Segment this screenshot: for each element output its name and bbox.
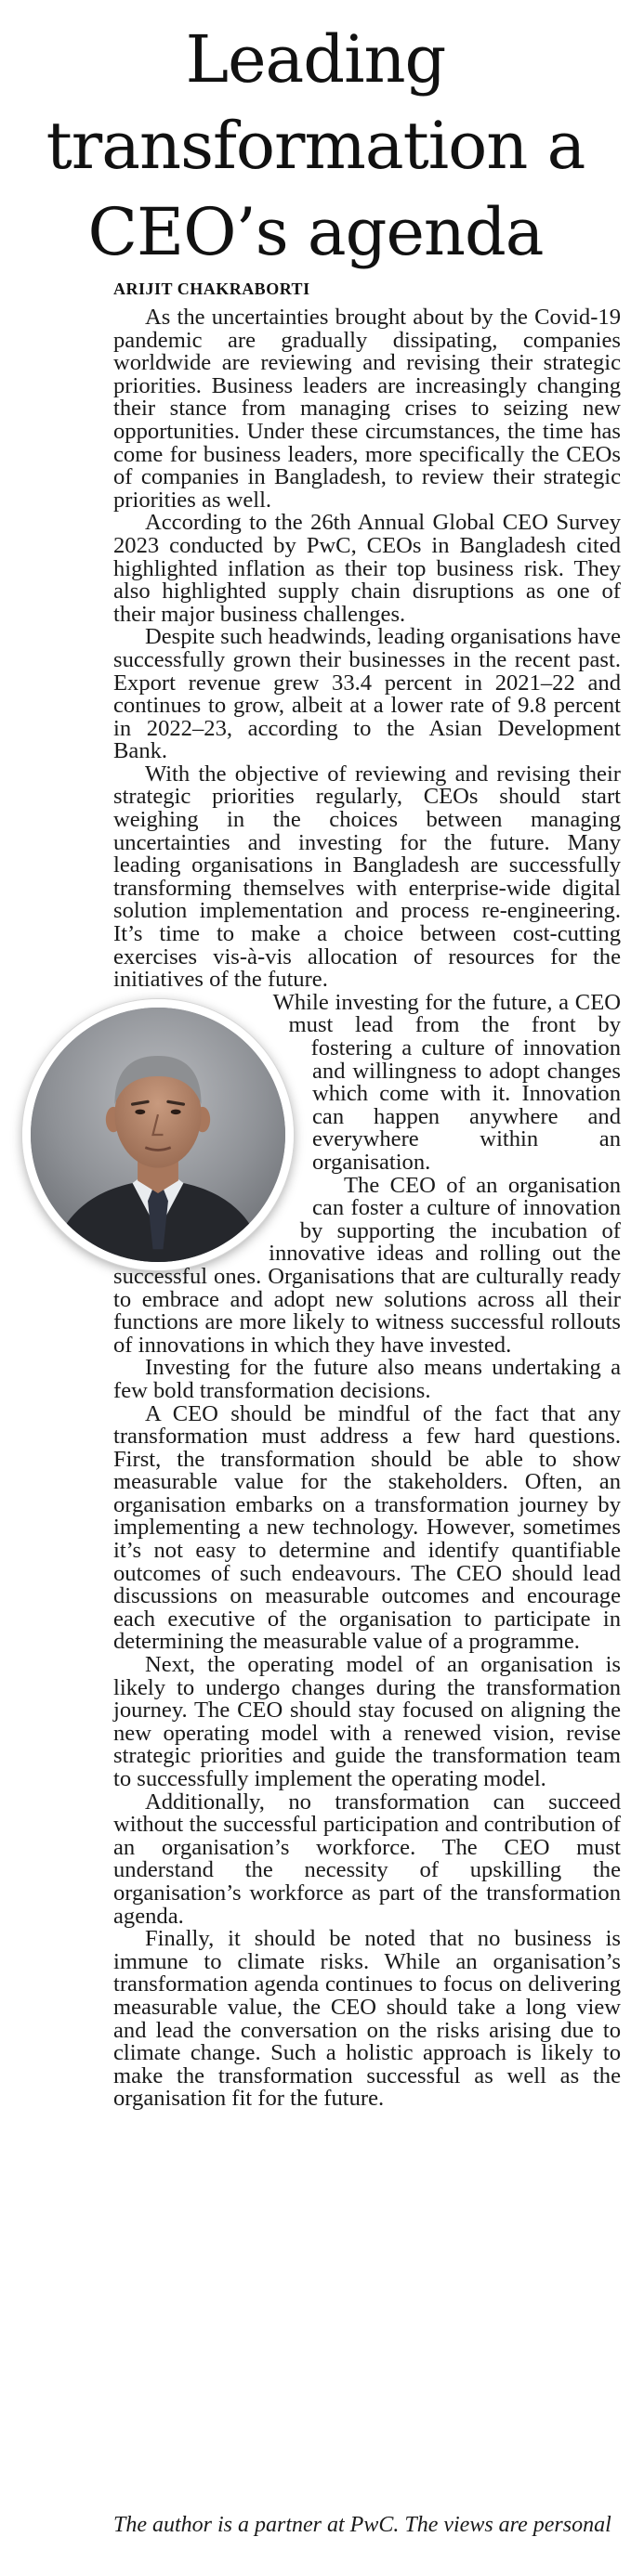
author-portrait — [22, 999, 294, 1270]
article-paragraph: Finally, it should be noted that no business is immune to climate risks. While an organisation’s transformation agenda continues to focus on delivering measurable value, the CEO should take a long view and lead the conversation on the risks arising due to climate change. Such a holistic approach is likely to make the transformation successful as well as the organisation fit for the future. — [113, 1926, 621, 2112]
article-paragraph: Investing for the future also means undertaking a few bold transformation decisions. — [113, 1355, 621, 1403]
author-portrait-image — [31, 1008, 285, 1262]
article-paragraph: A CEO should be mindful of the fact that any transformation must address a few hard questions. First, the transformation should be able to show measurable value for the stakeholders. Often, an organisation embarks on a transformation journey by implementing a new technology. However, sometimes it’s not easy to determine and identify quantifiable outcomes of such endeavours. The CEO should lead discussions on measurable outcomes and encourage each executive of the organisation to participate in determining the measurable value of a programme. — [113, 1400, 621, 1655]
article-paragraph: According to the 26th Annual Global CEO Survey 2023 conducted by PwC, CEOs in Bangladesh cited highlighted inflation as their top business risk. They also highlighted supply chain disruptions as one of their major business challenges. — [113, 510, 621, 627]
article-body — [113, 306, 621, 2111]
article-headline: Leading transformation a CEO’s agenda — [46, 21, 585, 270]
author-byline: ARIJIT CHAKRABORTI — [113, 280, 310, 298]
article-paragraph: With the objective of reviewing and revising their strategic priorities regularly, CEOs should start weighing in the choices between managing uncertainties and investing for the future. Many leading organisations in Bangladesh are successfully transforming themselves with enterprise-wide digital solution implementation and process re-engineering. It’s time to make a choice between cost-cutting exercises vis-à-vis allocation of resources for the initiatives of the future. — [113, 761, 621, 993]
article-paragraph: Despite such headwinds, leading organisations have successfully grown their businesses in the recent past. Export revenue grew 33.4 percent in 2021–22 and continues to grow, albeit at a lower rate of 9.8 percent in 2022–23, according to the Asian Development Bank. — [113, 624, 621, 764]
article-paragraph: Next, the operating model of an organisation is likely to undergo changes during the transformation journey. The CEO should stay focused on aligning the new operating model with a renewed vision, revise strategic priorities and guide the transformation team to successfully implement the operating model. — [113, 1652, 621, 1791]
author-footnote: The author is a partner at PwC. The views are personal — [113, 2513, 611, 2537]
article-paragraph: As the uncertainties brought about by the Covid-19 pandemic are gradually dissipating, companies worldwide are reviewing and revising their strategic priorities. Business leaders are increasingly changing their stance from managing crises to seizing new opportunities. Under these circumstances, the time has come for business leaders, more specifically the CEOs of companies in Bangladesh, to review their strategic priorities as well. — [113, 305, 621, 513]
article-paragraph: Additionally, no transformation can succeed without the successful participation and contribution of an organisation’s workforce. The CEO must understand the necessity of upskilling the organisation’s workforce as part of the transformation agenda. — [113, 1789, 621, 1929]
article-paragraph: While investing for the future, a CEO must lead from the front by fostering a culture of innovation and willingness to adopt changes which come with it. Innovation can happen anywhere and everywhere within an organisation. — [272, 989, 621, 1175]
article-paragraph: The CEO of an organisation can foster a culture of innovation by supporting the incubation of innovative ideas and rolling out the successful ones. Organisations that are culturally ready to embrace and adopt new solutions across all their functions are more likely to witness successful rollouts of innovations in which they have invested. — [113, 1172, 621, 1358]
